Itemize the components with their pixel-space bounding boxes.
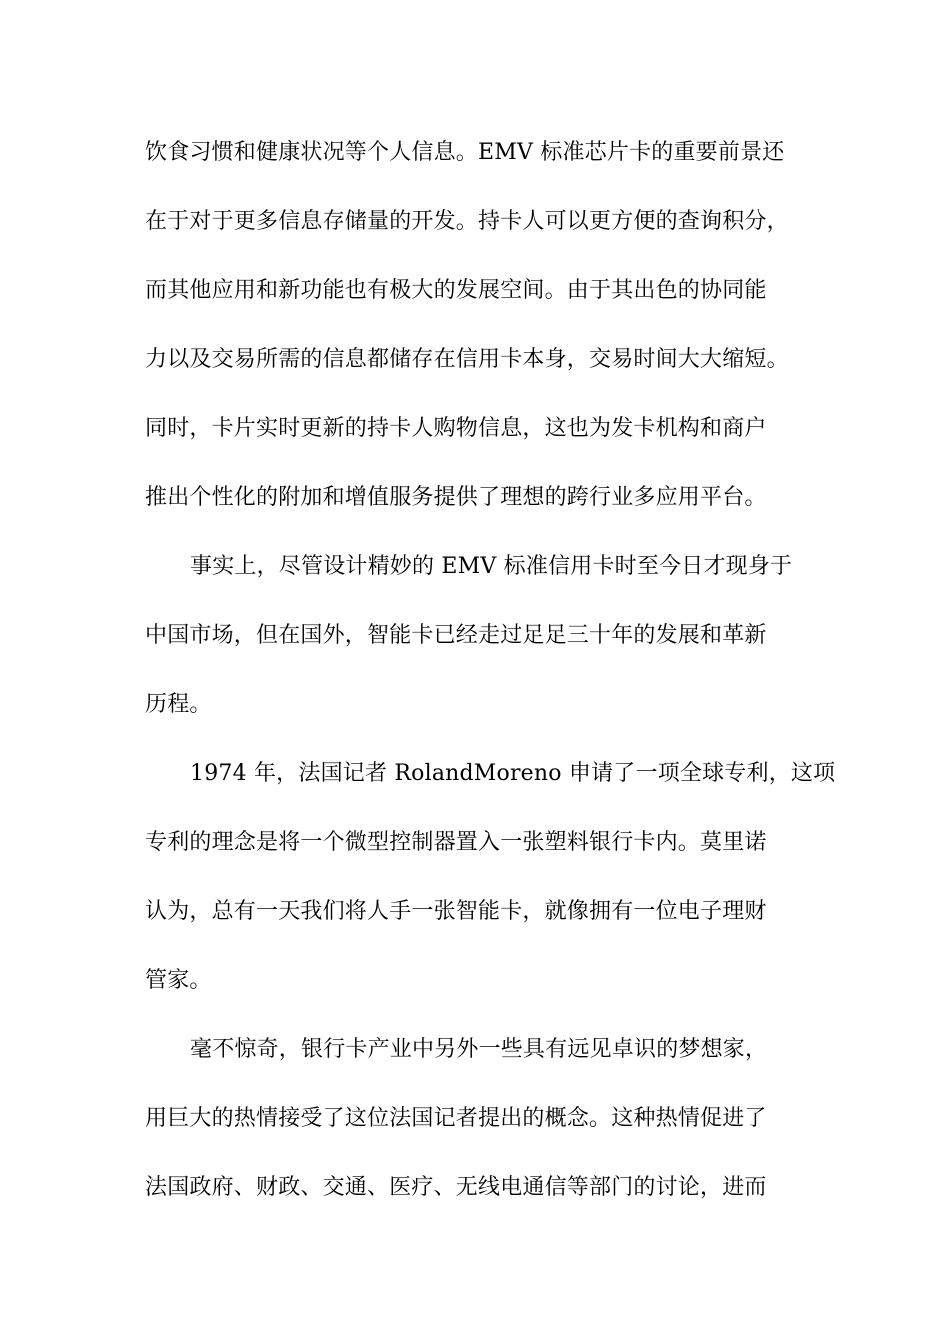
text-line: 力以及交易所需的信息都储存在信用卡本身，交易时间大大缩短。	[145, 347, 789, 372]
text-line: 而其他应用和新功能也有极大的发展空间。由于其出色的协同能	[145, 278, 767, 303]
text-line: 认为，总有一天我们将人手一张智能卡，就像拥有一位电子理财	[145, 899, 767, 924]
text-line: 1974 年，法国记者 RolandMoreno 申请了一项全球专利，这项	[190, 761, 836, 786]
text-line: 推出个性化的附加和增值服务提供了理想的跨行业多应用平台。	[145, 485, 767, 510]
text-line: 管家。	[145, 968, 212, 993]
text-line: 历程。	[145, 692, 212, 717]
text-line: 用巨大的热情接受了这位法国记者提出的概念。这种热情促进了	[145, 1106, 767, 1131]
text-line: 在于对于更多信息存储量的开发。持卡人可以更方便的查询积分，	[145, 209, 789, 234]
text-line: 法国政府、财政、交通、医疗、无线电通信等部门的讨论，进而	[145, 1175, 767, 1200]
text-line: 同时，卡片实时更新的持卡人购物信息，这也为发卡机构和商户	[145, 416, 767, 441]
text-line: 中国市场，但在国外，智能卡已经走过足足三十年的发展和革新	[145, 623, 767, 648]
text-line: 专利的理念是将一个微型控制器置入一张塑料银行卡内。莫里诺	[145, 830, 767, 855]
text-line: 饮食习惯和健康状况等个人信息。EMV 标准芯片卡的重要前景还	[145, 140, 785, 165]
text-line: 毫不惊奇，银行卡产业中另外一些具有远见卓识的梦想家，	[190, 1037, 768, 1062]
text-line: 事实上，尽管设计精妙的 EMV 标准信用卡时至今日才现身于	[190, 554, 793, 579]
